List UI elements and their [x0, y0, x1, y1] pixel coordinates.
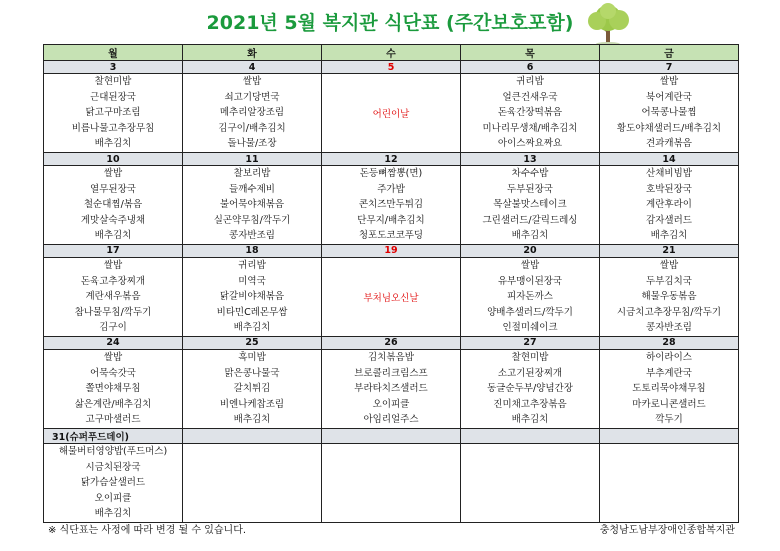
menu-cell [322, 74, 461, 153]
menu-item: 해물우동볶음 [641, 291, 697, 303]
menu-item: 진미채고추장볶음 [493, 398, 567, 410]
date-cell: 7 [600, 61, 739, 74]
date-cell: 21 [600, 244, 739, 257]
menu-item: 소고기된장찌개 [497, 367, 563, 379]
menu-item: 비타민C레몬무쌈 [216, 306, 288, 318]
day-header-thu: 목 [461, 45, 600, 61]
date-cell: 20 [461, 244, 600, 257]
menu-item: 돈육간장떡볶음 [497, 107, 563, 119]
menu-item: 돈육고추장찌개 [80, 275, 146, 287]
menu-cell [44, 74, 183, 153]
menu-item: 미나리무생채/배추김치 [482, 122, 578, 134]
menu-item: 얼큰건새우국 [502, 91, 558, 103]
menu-item: 미역국 [238, 275, 266, 287]
menu-cell [44, 349, 183, 428]
menu-item: 닭가슴살샐러드 [80, 477, 146, 489]
menu-item: 도토리묵야채무침 [632, 383, 706, 395]
menu-item: 어묵콩나물찜 [641, 107, 697, 119]
date-cell: 12 [322, 153, 461, 166]
date-row [44, 153, 739, 166]
menu-item: 쌀밥 [659, 76, 679, 87]
menu-item: 찰현미밥 [511, 351, 549, 363]
menu-cell [183, 443, 322, 522]
date-cell: 19 [322, 244, 461, 257]
menu-row [44, 166, 739, 245]
menu-item: 브로콜리크림스프 [354, 367, 428, 379]
menu-item: 아이스짜요짜요 [497, 138, 563, 150]
date-cell: 31(슈퍼푸드데이) [44, 428, 183, 443]
menu-cell [183, 257, 322, 336]
menu-item: 쌀밥 [103, 259, 123, 271]
menu-item: 김구이 [99, 322, 127, 334]
date-cell [600, 428, 739, 443]
menu-item: 들깨수제비 [229, 183, 275, 195]
menu-item [600, 444, 738, 460]
menu-item: 철순대찜/볶음 [83, 199, 143, 211]
menu-item: 참나물무침/깍두기 [74, 306, 152, 318]
menu-item: 배추김치 [94, 138, 132, 150]
menu-item: 찰보리밥 [233, 168, 271, 179]
menu-item: 두부김치국 [646, 275, 692, 287]
menu-item: 근대된장국 [90, 91, 136, 103]
date-cell: 17 [44, 244, 183, 257]
date-cell: 14 [600, 153, 739, 166]
menu-cell [600, 166, 739, 245]
menu-item: 동글순두부/양념간장 [487, 383, 573, 395]
menu-row [44, 443, 739, 522]
menu-item [183, 460, 321, 476]
date-cell: 25 [183, 336, 322, 349]
menu-item: 배추김치 [94, 230, 132, 242]
footnote: ※ 식단표는 사정에 따라 변경 될 수 있습니다. [48, 525, 247, 536]
menu-row [44, 74, 739, 153]
menu-item: 황도야채샐러드/배추김치 [616, 122, 722, 134]
menu-cell [44, 166, 183, 245]
date-row [44, 244, 739, 257]
menu-item: 청포도코코푸딩 [358, 230, 424, 242]
menu-item: 깍두기 [655, 414, 683, 426]
menu-cell [322, 443, 461, 522]
menu-item: 흑미밥 [238, 351, 266, 363]
date-cell: 27 [461, 336, 600, 349]
menu-cell [44, 443, 183, 522]
menu-row [44, 257, 739, 336]
menu-item: 배추김치 [94, 508, 132, 520]
holiday-label: 어린이날 [372, 109, 410, 120]
menu-item: 김치볶음밥 [368, 351, 414, 363]
menu-item: 콩자반조림 [229, 230, 275, 242]
menu-item [183, 475, 321, 491]
menu-item: 아임리얼주스 [363, 414, 419, 426]
menu-cell [461, 443, 600, 522]
menu-item: 찰현미밥 [94, 76, 132, 87]
date-cell: 6 [461, 61, 600, 74]
menu-item [600, 460, 738, 476]
menu-item: 그린샐러드/갈릭드레싱 [482, 214, 578, 226]
menu-item: 김구이/배추김치 [218, 122, 286, 134]
menu-item: 귀리밥 [516, 76, 544, 87]
day-header-fri: 금 [600, 45, 739, 61]
menu-cell [600, 443, 739, 522]
menu-item: 견과캐볶음 [646, 138, 692, 150]
date-cell: 11 [183, 153, 322, 166]
menu-item: 계란새우볶음 [85, 291, 141, 303]
menu-item [600, 491, 738, 507]
menu-item: 시금치고추장무침/깍두기 [616, 306, 722, 318]
menu-cell [322, 166, 461, 245]
menu-item [322, 506, 460, 522]
menu-item: 비름나물고추장무침 [71, 122, 155, 134]
menu-item: 닭갈비야채볶음 [219, 291, 285, 303]
menu-item [600, 506, 738, 522]
menu-item: 쇠고기당면국 [224, 91, 280, 103]
menu-cell [461, 74, 600, 153]
date-cell: 13 [461, 153, 600, 166]
date-row [44, 428, 739, 443]
menu-item: 실곤약무침/깍두기 [213, 214, 291, 226]
menu-item: 돈등뼈짬뽕(면) [359, 168, 423, 179]
menu-item: 유부맹이된장국 [497, 275, 563, 287]
menu-item [183, 506, 321, 522]
menu-item [600, 475, 738, 491]
menu-item: 쌀밥 [659, 259, 679, 271]
menu-item: 고구마샐러드 [85, 414, 141, 426]
menu-item [461, 460, 599, 476]
menu-cell [44, 257, 183, 336]
menu-item: 배추김치 [650, 230, 688, 242]
menu-item: 갈치튀김 [233, 383, 271, 395]
tree-icon [583, 2, 633, 46]
menu-item: 두부된장국 [507, 183, 553, 195]
menu-item: 피자돈까스 [507, 291, 553, 303]
menu-item [322, 444, 460, 460]
menu-item: 쫄면야채무침 [85, 383, 141, 395]
menu-item [322, 491, 460, 507]
menu-item: 게맛살숙주냉채 [80, 214, 146, 226]
menu-row [44, 349, 739, 428]
menu-item [461, 491, 599, 507]
menu-item: 배추김치 [233, 414, 271, 426]
menu-cell [183, 74, 322, 153]
menu-cell [600, 74, 739, 153]
menu-item: 맑은콩나물국 [224, 367, 280, 379]
menu-item [322, 475, 460, 491]
menu-item: 오이피클 [94, 492, 132, 504]
menu-item: 하이라이스 [646, 351, 692, 363]
date-cell [461, 428, 600, 443]
date-cell: 3 [44, 61, 183, 74]
menu-item: 목살불맛스테이크 [493, 199, 567, 211]
menu-item: 어묵숙갓국 [90, 367, 136, 379]
menu-item: 계란후라이 [646, 199, 692, 211]
date-cell: 24 [44, 336, 183, 349]
date-cell: 4 [183, 61, 322, 74]
menu-cell [461, 349, 600, 428]
date-row [44, 61, 739, 74]
date-cell [183, 428, 322, 443]
menu-item [183, 444, 321, 460]
date-cell: 26 [322, 336, 461, 349]
menu-item [183, 491, 321, 507]
day-header-mon: 월 [44, 45, 183, 61]
menu-cell [461, 257, 600, 336]
menu-item: 콩자반조림 [646, 322, 692, 334]
date-cell: 10 [44, 153, 183, 166]
menu-item: 부라타치즈샐러드 [354, 383, 428, 395]
menu-item [461, 475, 599, 491]
menu-item: 메추리알장조림 [219, 107, 285, 119]
menu-table [43, 44, 739, 523]
date-cell: 18 [183, 244, 322, 257]
date-cell: 28 [600, 336, 739, 349]
holiday-label: 부처님오신날 [363, 292, 419, 304]
menu-item: 양배추샐러드/깍두기 [487, 306, 573, 318]
menu-cell [322, 349, 461, 428]
menu-item: 주가밥 [377, 183, 405, 195]
menu-item: 비엔나케찹조림 [219, 398, 285, 410]
menu-item: 마카로니콘샐러드 [632, 398, 706, 410]
menu-item: 콘치즈만두튀김 [358, 199, 424, 211]
menu-item: 배추김치 [233, 322, 271, 334]
menu-cell [322, 257, 461, 336]
date-row [44, 336, 739, 349]
menu-item: 귀리밥 [238, 259, 266, 271]
menu-cell [183, 349, 322, 428]
day-header-tue: 화 [183, 45, 322, 61]
date-cell [322, 428, 461, 443]
menu-item: 시금치된장국 [85, 461, 141, 473]
organization-name: 충청남도남부장애인종합복지관 [599, 525, 735, 536]
menu-item: 단무지/배추김치 [357, 214, 425, 226]
menu-cell [461, 166, 600, 245]
menu-item: 배추김치 [511, 414, 549, 426]
menu-item: 불어묵야채볶음 [219, 199, 285, 211]
menu-item: 쌀밥 [242, 76, 262, 87]
menu-item: 오이피클 [372, 398, 410, 410]
menu-item: 쌀밥 [103, 351, 123, 363]
menu-item: 감자샐러드 [646, 214, 692, 226]
menu-item [322, 460, 460, 476]
date-cell: 5 [322, 61, 461, 74]
day-header-wed: 수 [322, 45, 461, 61]
menu-item: 해물버터영양밥(푸드머스) [58, 445, 168, 457]
menu-item: 돌나물/조장 [227, 138, 277, 150]
menu-item: 인절미쉐이크 [502, 322, 558, 334]
menu-item: 부추계란국 [646, 367, 692, 379]
menu-item: 산채비빔밥 [646, 168, 692, 179]
menu-cell [600, 349, 739, 428]
menu-item: 쌀밥 [103, 168, 123, 179]
menu-item: 삶은계란/배추김치 [74, 398, 152, 410]
menu-item: 열무된장국 [90, 183, 136, 195]
menu-item [461, 444, 599, 460]
menu-cell [183, 166, 322, 245]
page-title: 2021년 5월 복지관 식단표 (주간보호포함) [206, 12, 574, 34]
menu-item: 배추김치 [511, 230, 549, 242]
menu-item: 차수수밥 [511, 168, 549, 179]
menu-item: 닭고구마조림 [85, 107, 141, 119]
day-header-row [44, 45, 739, 61]
menu-item: 호박된장국 [646, 183, 692, 195]
menu-item: 북어계란국 [646, 91, 692, 103]
menu-cell [600, 257, 739, 336]
menu-item [461, 506, 599, 522]
menu-item: 쌀밥 [520, 259, 540, 271]
